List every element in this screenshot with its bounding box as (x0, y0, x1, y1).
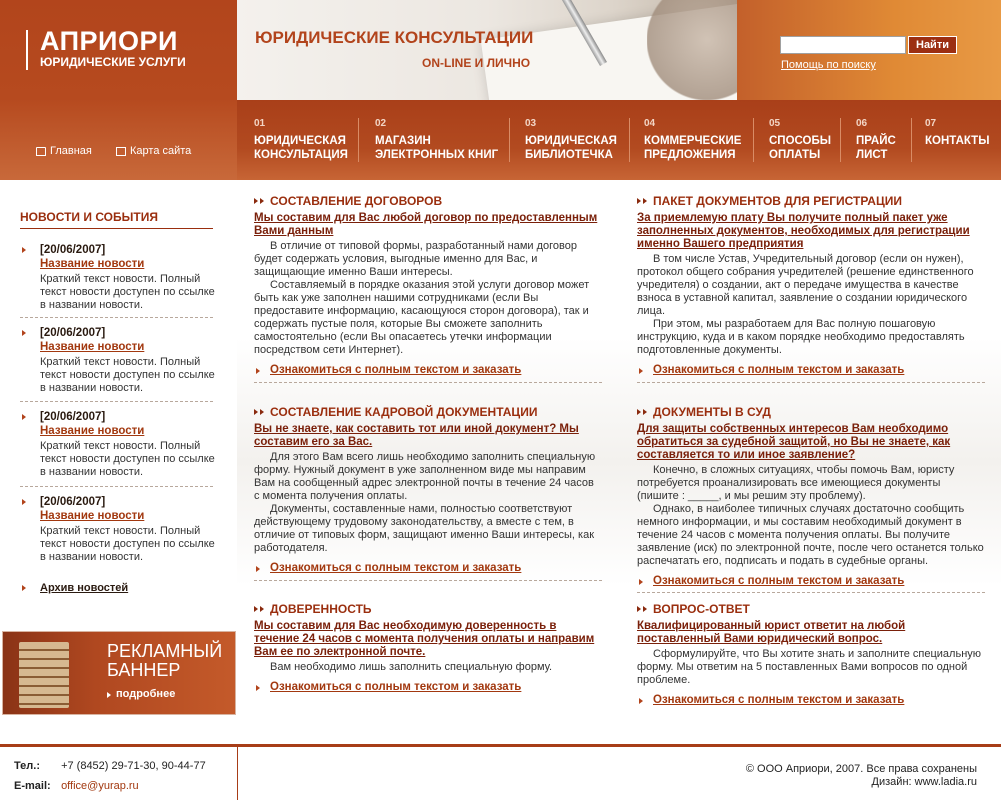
order-link[interactable]: Ознакомиться с полным текстом и заказать (637, 694, 985, 706)
block-body (254, 451, 602, 555)
block-hr-documents (254, 405, 602, 574)
search-block (737, 0, 1001, 100)
footer-email (14, 780, 139, 792)
nav-item-payment[interactable] (769, 118, 831, 162)
block-lead-link[interactable]: Квалифицированный юрист ответит на любой поставленный Вами юридический вопрос. (637, 620, 906, 645)
nav-label-line2: ЭЛЕКТРОННЫХ КНИГ (375, 149, 499, 161)
footer-vertical-divider (237, 747, 238, 800)
nav-number: 03 (525, 118, 537, 129)
home-link-label: Главная (50, 145, 92, 157)
block-heading: СОСТАВЛЕНИЕ ДОГОВОРОВ (254, 194, 602, 209)
nav-separator (753, 118, 754, 162)
news-archive-link[interactable]: Архив новостей (40, 582, 129, 594)
block-contracts (254, 194, 602, 376)
news-text: Краткий текст новости. Полный текст новости доступен по ссылке в названии новости. (40, 525, 215, 563)
block-proxy (254, 602, 602, 693)
nav-item-offers[interactable] (644, 118, 741, 162)
ad-banner[interactable] (2, 631, 236, 715)
design-credit-link[interactable]: Дизайн: www.ladia.ru (871, 776, 977, 788)
nav-number: 04 (644, 118, 656, 129)
footer-phone (14, 760, 206, 772)
block-paragraph: В отличие от типовой формы, разработанный нами договор будет содержать условия, выгодные именно для Вас, и защищающие именно Ваши интересы. (254, 240, 578, 278)
block-paragraph: Однако, в наиболее типичных случаях достаточно сообщить немного информации, и мы составим необходимый документ в течение 24 часов с момента получения оплаты. Вы получите заявление (иск) по электронной почте, после чего останется только распечатать его, подписать и подать в судебные органы. (637, 503, 984, 567)
search-input[interactable] (780, 36, 906, 54)
nav-number: 07 (925, 118, 937, 129)
banner-title-line2: БАННЕР (107, 660, 181, 680)
block-divider (637, 382, 985, 383)
order-link[interactable]: Ознакомиться с полным текстом и заказать (637, 575, 985, 587)
banner-more-link[interactable]: подробнее (116, 688, 176, 700)
news-date: [20/06/2007] (40, 411, 106, 423)
search-button[interactable]: Найти (908, 36, 957, 54)
news-title-link[interactable]: Название новости (40, 510, 145, 522)
nav-label-line1: СПОСОБЫ (769, 135, 832, 147)
nav-separator (509, 118, 510, 162)
block-heading: ПАКЕТ ДОКУМЕНТОВ ДЛЯ РЕГИСТРАЦИИ (637, 194, 985, 209)
block-paragraph: Составляемый в порядке оказания этой услуги договор может быть как уже заполнен нашими сотрудниками (если Вы предоставите информацию, касающуюся сторон договора), так и содержать пустые поля, которые Вы сможете заполнить самостоятельно (если Вы опасаетесь утечки информации посредством сети Интернет). (254, 279, 590, 356)
header-title: ЮРИДИЧЕСКИЕ КОНСУЛЬТАЦИИ (255, 28, 534, 47)
footer-divider (0, 744, 1001, 747)
order-link[interactable]: Ознакомиться с полным текстом и заказать (254, 681, 602, 693)
nav-separator (629, 118, 630, 162)
block-paragraph: В том числе Устав, Учредительный договор (если он нужен), протокол общего собрания учредителей (решение единственного учредителя) о создании, акт о передаче имущества в качестве взноса в уставной капитал, заявление о создании юридического лица. (637, 253, 974, 317)
hand-image (647, 0, 737, 100)
nav-label-line1: ПРАЙС (856, 135, 896, 147)
order-link[interactable]: Ознакомиться с полным текстом и заказать (637, 364, 985, 376)
copyright-text: © ООО Априори, 2007. Все права сохранены (745, 763, 977, 775)
block-paragraph: Сформулируйте, что Вы хотите знать и заполните специальную форму. Мы ответим на 5 поставленных Вами вопросов по одной проблеме. (637, 648, 982, 686)
block-body (637, 253, 985, 357)
email-link[interactable]: office@yurap.ru (61, 780, 139, 792)
bullet-arrow-icon (22, 247, 26, 253)
nav-label-line1: МАГАЗИН (375, 135, 431, 147)
sidebar (0, 180, 237, 744)
logo-subtitle: ЮРИДИЧЕСКИЕ УСЛУГИ (40, 55, 186, 69)
sitemap-link[interactable] (116, 145, 191, 157)
block-divider (254, 382, 602, 383)
nav-separator (911, 118, 912, 162)
news-date: [20/06/2007] (40, 244, 106, 256)
home-link[interactable] (36, 145, 92, 157)
nav-item-price-list[interactable] (856, 118, 896, 162)
sitemap-icon (116, 147, 126, 156)
block-paragraph: Для этого Вам всего лишь необходимо заполнить специальную форму. Нужный документ в уже заполненном виде мы направим Вам на сообщенный адрес электронной почты в течение 24 часов с момента получения оплаты. (254, 451, 596, 502)
content-area (237, 180, 1001, 744)
nav-item-ebook-store[interactable] (375, 118, 498, 162)
header-banner (237, 0, 737, 100)
banner-title-line1: РЕКЛАМНЫЙ (107, 641, 223, 661)
order-link[interactable]: Ознакомиться с полным текстом и заказать (254, 562, 602, 574)
block-heading: СОСТАВЛЕНИЕ КАДРОВОЙ ДОКУМЕНТАЦИИ (254, 405, 602, 420)
sitemap-link-label: Карта сайта (130, 145, 192, 157)
block-registration (637, 194, 985, 376)
nav-label-line2: ПРЕДЛОЖЕНИЯ (644, 149, 736, 161)
bullet-arrow-icon (22, 414, 26, 420)
block-lead-link[interactable]: Мы составим для Вас любой договор по предоставленным Вами данным (254, 212, 598, 237)
nav-label-line1: ЮРИДИЧЕСКАЯ (254, 135, 346, 147)
news-heading: НОВОСТИ И СОБЫТИЯ (20, 210, 158, 224)
search-help-link[interactable]: Помощь по поиску (781, 59, 876, 71)
block-divider (254, 580, 602, 581)
block-heading: ДОКУМЕНТЫ В СУД (637, 405, 985, 420)
nav-label-line2: БИБЛИОТЕЧКА (525, 149, 613, 161)
nav-item-contacts[interactable] (925, 118, 989, 148)
footer-copyright (746, 763, 977, 789)
block-lead-link[interactable]: Для защиты собственных интересов Вам необходимо обратиться за судебной защитой, но Вы не знаете, как составляется то или иное заявление? (637, 423, 951, 461)
email-label: E-mail: (14, 780, 51, 792)
block-body (254, 240, 602, 357)
nav-label-line2: КОНСУЛЬТАЦИЯ (254, 149, 348, 161)
block-qa (637, 602, 985, 706)
home-icon (36, 147, 46, 156)
nav-item-consultation[interactable] (254, 118, 348, 162)
news-heading-divider (20, 228, 213, 229)
block-heading: ВОПРОС-ОТВЕТ (637, 602, 985, 617)
block-body (637, 648, 985, 687)
nav-separator (840, 118, 841, 162)
news-text: Краткий текст новости. Полный текст новости доступен по ссылке в названии новости. (40, 273, 215, 311)
nav-label-line1: КОММЕРЧЕСКИЕ (644, 135, 742, 147)
nav-label-line2: ОПЛАТЫ (769, 149, 821, 161)
news-date: [20/06/2007] (40, 327, 106, 339)
nav-number: 01 (254, 118, 266, 129)
block-paragraph: При этом, мы разработаем для Вас полную пошаговую инструкцию, куда и в каком порядке необходимо предоставлять подготовленные документы. (637, 318, 965, 356)
order-link[interactable]: Ознакомиться с полным текстом и заказать (254, 364, 602, 376)
nav-number: 02 (375, 118, 387, 129)
arrow-icon (107, 692, 111, 698)
block-paragraph: Вам необходимо лишь заполнить специальную форму. (270, 661, 553, 673)
main-nav (237, 100, 1001, 180)
logo-title[interactable]: АПРИОРИ (40, 26, 178, 56)
block-lead-link[interactable]: За приемлемую плату Вы получите полный пакет уже заполненных документов, необходимых для регистрации именно Вашего предприятия (637, 212, 970, 250)
block-paragraph: Конечно, в сложных ситуациях, чтобы помочь Вам, юристу потребуется проанализировать все имеющиеся документы (пишите : _____, и мы решим эту проблему). (637, 464, 955, 502)
books-gavel-image (19, 642, 69, 708)
nav-label-line1: КОНТАКТЫ (925, 135, 990, 147)
nav-label-line1: ЮРИДИЧЕСКАЯ (525, 135, 617, 147)
block-divider (637, 592, 985, 593)
news-title-link[interactable]: Название новости (40, 341, 145, 353)
news-divider (20, 486, 213, 487)
news-title-link[interactable]: Название новости (40, 258, 145, 270)
logo-block (0, 0, 237, 180)
news-title-link[interactable]: Название новости (40, 425, 145, 437)
block-body (254, 661, 602, 674)
bullet-arrow-icon (22, 499, 26, 505)
news-divider (20, 401, 213, 402)
nav-number: 05 (769, 118, 781, 129)
block-paragraph: Документы, составленные нами, полностью соответствуют действующему трудовому законодательству, а вместе с тем, в отличие от типовых форм, защищают именно Ваши интересы, как работодателя. (254, 503, 595, 554)
news-date: [20/06/2007] (40, 496, 106, 508)
bullet-arrow-icon (22, 330, 26, 336)
block-court (637, 405, 985, 587)
phone-label: Тел.: (14, 760, 40, 772)
block-lead-link[interactable]: Мы составим для Вас необходимую доверенность в течение 24 часов с момента получения оплаты и направим Вам ее по электронной почте. (254, 620, 595, 658)
block-lead-link[interactable]: Вы не знаете, как составить тот или иной документ? Мы составим его за Вас. (254, 423, 579, 448)
header-subtitle: ON-LINE И ЛИЧНО (422, 56, 531, 70)
news-text: Краткий текст новости. Полный текст новости доступен по ссылке в названии новости. (40, 440, 215, 478)
block-heading: ДОВЕРЕННОСТЬ (254, 602, 602, 617)
nav-number: 06 (856, 118, 868, 129)
banner-title (107, 642, 222, 680)
news-divider (20, 317, 213, 318)
nav-separator (358, 118, 359, 162)
news-text: Краткий текст новости. Полный текст новости доступен по ссылке в названии новости. (40, 356, 215, 394)
logo-divider (26, 30, 28, 70)
block-body (637, 464, 985, 568)
nav-item-library[interactable] (525, 118, 617, 162)
phone-value: +7 (8452) 29-71-30, 90-44-77 (61, 760, 206, 772)
nav-label-line2: ЛИСТ (856, 149, 888, 161)
bullet-arrow-icon (22, 585, 26, 591)
